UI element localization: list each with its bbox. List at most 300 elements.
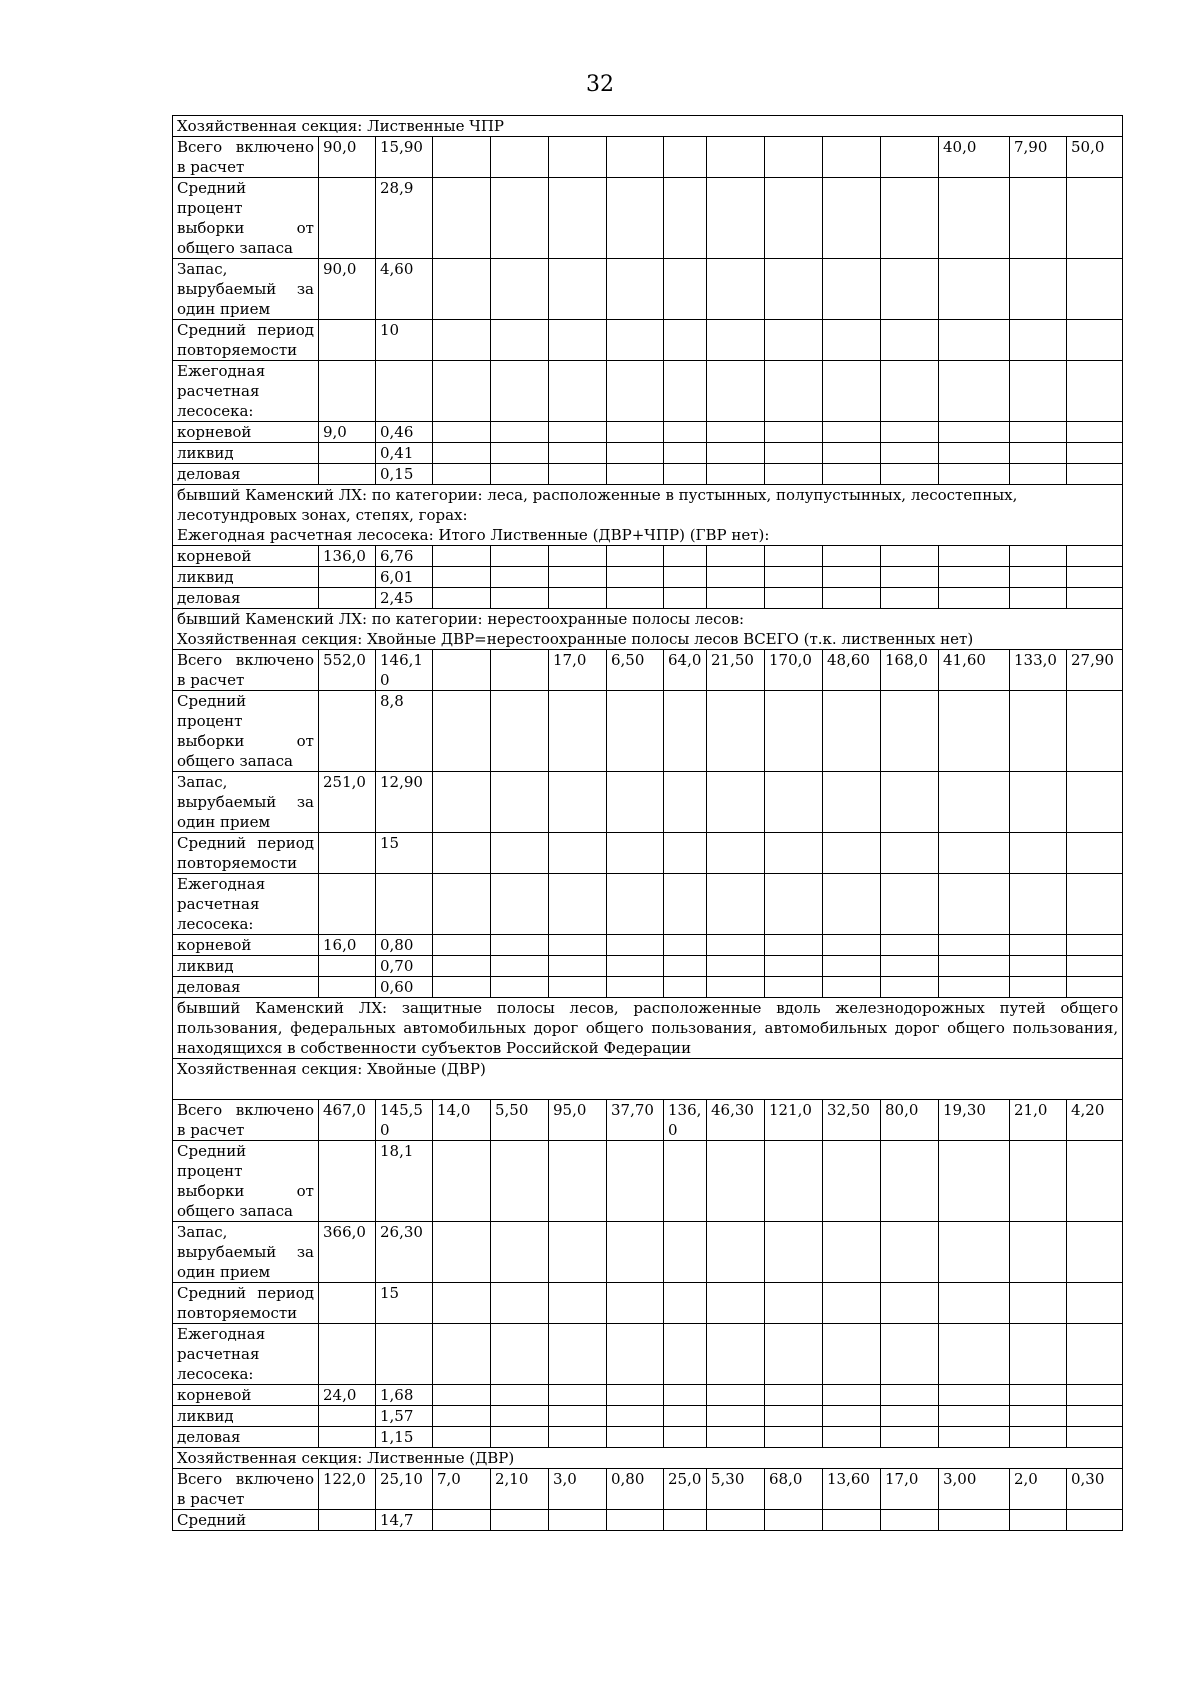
table-cell xyxy=(664,691,707,772)
table-cell xyxy=(491,1283,549,1324)
table-cell xyxy=(939,443,1010,464)
table-cell xyxy=(607,1406,664,1427)
table-cell: 2,45 xyxy=(376,588,433,609)
table-cell xyxy=(1067,259,1123,320)
table-cell xyxy=(765,1427,823,1448)
table-cell xyxy=(491,772,549,833)
table-cell: 2,0 xyxy=(1010,1469,1067,1510)
section-header xyxy=(173,1059,1123,1100)
table-cell xyxy=(664,1427,707,1448)
table-cell xyxy=(607,546,664,567)
table-cell xyxy=(765,935,823,956)
table-cell xyxy=(707,935,765,956)
table-cell xyxy=(707,1406,765,1427)
row-label: Запас, вырубаемый за один прием xyxy=(173,1222,319,1283)
table-cell xyxy=(707,1427,765,1448)
table-cell xyxy=(607,691,664,772)
table-cell xyxy=(549,977,607,998)
table-cell xyxy=(491,259,549,320)
table-row xyxy=(173,361,1123,422)
table-cell xyxy=(1010,1324,1067,1385)
row-label: Средний xyxy=(173,1510,319,1531)
table-cell xyxy=(319,567,376,588)
table-cell xyxy=(881,567,939,588)
table-cell xyxy=(607,1141,664,1222)
table-cell xyxy=(433,137,491,178)
row-label: деловая xyxy=(173,1427,319,1448)
table-cell: 90,0 xyxy=(319,137,376,178)
table-cell xyxy=(765,443,823,464)
table-cell: 6,50 xyxy=(607,650,664,691)
table-cell xyxy=(939,833,1010,874)
table-cell xyxy=(1067,833,1123,874)
table-cell xyxy=(319,1283,376,1324)
table-cell: 467,0 xyxy=(319,1100,376,1141)
table-cell xyxy=(707,464,765,485)
table-cell: 0,70 xyxy=(376,956,433,977)
table-cell: 0,30 xyxy=(1067,1469,1123,1510)
row-label: Средний период повторяемости xyxy=(173,833,319,874)
table-cell xyxy=(491,691,549,772)
table-cell: 8,8 xyxy=(376,691,433,772)
table-cell xyxy=(707,1510,765,1531)
table-cell xyxy=(1067,956,1123,977)
table-row xyxy=(173,178,1123,259)
table-cell xyxy=(765,772,823,833)
table-cell xyxy=(319,1427,376,1448)
table-cell xyxy=(1010,1141,1067,1222)
row-label: деловая xyxy=(173,464,319,485)
table-cell xyxy=(664,1141,707,1222)
table-cell: 12,90 xyxy=(376,772,433,833)
table-cell xyxy=(491,1510,549,1531)
row-label: Запас, вырубаемый за один прием xyxy=(173,259,319,320)
table-cell xyxy=(939,422,1010,443)
table-cell xyxy=(319,1324,376,1385)
table-cell xyxy=(939,977,1010,998)
table-cell: 17,0 xyxy=(881,1469,939,1510)
table-cell: 0,80 xyxy=(376,935,433,956)
table-cell: 170,0 xyxy=(765,650,823,691)
table-cell xyxy=(823,1141,881,1222)
table-cell xyxy=(881,956,939,977)
section-header-row xyxy=(173,116,1123,137)
table-cell xyxy=(939,1427,1010,1448)
table-row xyxy=(173,977,1123,998)
table-cell xyxy=(765,1510,823,1531)
table-cell xyxy=(664,259,707,320)
row-label: Средний процент выборки от общего запаса xyxy=(173,691,319,772)
table-cell xyxy=(491,1141,549,1222)
table-cell xyxy=(939,1385,1010,1406)
table-cell: 6,76 xyxy=(376,546,433,567)
table-cell xyxy=(765,956,823,977)
table-cell xyxy=(881,1406,939,1427)
table-cell: 80,0 xyxy=(881,1100,939,1141)
section-header-row xyxy=(173,609,1123,650)
table-cell: 0,41 xyxy=(376,443,433,464)
section-header-line: Хозяйственная секция: Хвойные (ДВР) xyxy=(177,1060,486,1078)
table-cell xyxy=(823,178,881,259)
table-cell xyxy=(1067,464,1123,485)
table-cell xyxy=(549,178,607,259)
table-cell xyxy=(707,443,765,464)
table-cell: 146,10 xyxy=(376,650,433,691)
table-cell xyxy=(1010,1283,1067,1324)
table-cell xyxy=(823,956,881,977)
table-cell xyxy=(765,1406,823,1427)
table-cell xyxy=(1067,1141,1123,1222)
table-cell xyxy=(664,956,707,977)
table-cell xyxy=(319,178,376,259)
table-cell xyxy=(433,1141,491,1222)
table-cell xyxy=(939,1510,1010,1531)
table-cell xyxy=(376,1324,433,1385)
table-cell xyxy=(939,1222,1010,1283)
table-row xyxy=(173,691,1123,772)
table-cell xyxy=(823,1385,881,1406)
table-cell xyxy=(607,137,664,178)
table-row xyxy=(173,1406,1123,1427)
row-label: корневой xyxy=(173,546,319,567)
row-label: корневой xyxy=(173,1385,319,1406)
table-cell xyxy=(664,567,707,588)
table-cell: 552,0 xyxy=(319,650,376,691)
table-cell xyxy=(939,567,1010,588)
table-cell xyxy=(881,1283,939,1324)
table-cell xyxy=(823,772,881,833)
table-cell xyxy=(707,1385,765,1406)
table-cell xyxy=(1010,935,1067,956)
table-cell xyxy=(939,464,1010,485)
table-cell xyxy=(433,1427,491,1448)
table-cell xyxy=(823,691,881,772)
table-cell xyxy=(707,772,765,833)
table-cell xyxy=(1067,443,1123,464)
table-row xyxy=(173,1324,1123,1385)
table-row xyxy=(173,588,1123,609)
table-cell xyxy=(607,935,664,956)
table-cell: 37,70 xyxy=(607,1100,664,1141)
table-cell xyxy=(823,546,881,567)
table-cell xyxy=(664,361,707,422)
table-row xyxy=(173,833,1123,874)
table-cell xyxy=(319,443,376,464)
table-cell: 251,0 xyxy=(319,772,376,833)
table-cell xyxy=(765,1222,823,1283)
table-cell xyxy=(549,935,607,956)
row-label: корневой xyxy=(173,935,319,956)
table-cell xyxy=(881,833,939,874)
table-cell xyxy=(1067,1427,1123,1448)
table-cell xyxy=(491,1385,549,1406)
table-cell xyxy=(491,137,549,178)
table-cell xyxy=(823,464,881,485)
table-cell: 41,60 xyxy=(939,650,1010,691)
table-row xyxy=(173,874,1123,935)
table-cell xyxy=(1010,874,1067,935)
table-cell: 14,0 xyxy=(433,1100,491,1141)
table-cell xyxy=(939,874,1010,935)
table-cell xyxy=(607,588,664,609)
table-cell xyxy=(549,772,607,833)
table-cell xyxy=(707,137,765,178)
table-cell xyxy=(881,178,939,259)
table-cell: 122,0 xyxy=(319,1469,376,1510)
table-cell xyxy=(823,259,881,320)
section-header-line: Хозяйственная секция: Лиственные (ДВР) xyxy=(177,1449,515,1467)
table-cell xyxy=(707,977,765,998)
table-cell xyxy=(881,772,939,833)
table-cell xyxy=(433,361,491,422)
section-header-line: бывший Каменский ЛХ: по категории: леса, расположенные в пустынных, полупустынных, лесостепных, xyxy=(177,486,1018,504)
table-cell xyxy=(607,977,664,998)
table-cell xyxy=(549,567,607,588)
table-cell: 19,30 xyxy=(939,1100,1010,1141)
table-cell xyxy=(319,1510,376,1531)
table-cell xyxy=(1067,1406,1123,1427)
table-cell xyxy=(765,259,823,320)
table-cell xyxy=(607,1283,664,1324)
table-cell xyxy=(939,691,1010,772)
table-cell xyxy=(491,546,549,567)
table-cell xyxy=(549,588,607,609)
table-cell xyxy=(1067,691,1123,772)
table-cell xyxy=(549,1222,607,1283)
table-cell xyxy=(823,977,881,998)
table-cell xyxy=(1010,833,1067,874)
table-cell xyxy=(1010,259,1067,320)
table-cell xyxy=(549,833,607,874)
table-cell xyxy=(1010,546,1067,567)
table-cell xyxy=(433,567,491,588)
table-cell: 145,50 xyxy=(376,1100,433,1141)
table-cell xyxy=(939,1406,1010,1427)
table-cell xyxy=(433,588,491,609)
table-cell xyxy=(664,464,707,485)
table-cell xyxy=(1067,422,1123,443)
table-row xyxy=(173,1469,1123,1510)
table-cell xyxy=(765,1324,823,1385)
table-cell xyxy=(549,1385,607,1406)
table-cell xyxy=(549,956,607,977)
section-header-line: Хозяйственная секция: Хвойные ДВР=нерестоохранные полосы лесов ВСЕГО (т.к. лиственных нет) xyxy=(177,630,974,648)
table-cell: 32,50 xyxy=(823,1100,881,1141)
table-cell xyxy=(549,1427,607,1448)
table-cell xyxy=(549,874,607,935)
table-cell xyxy=(549,1406,607,1427)
table-cell: 7,0 xyxy=(433,1469,491,1510)
table-cell xyxy=(1067,1385,1123,1406)
table-cell xyxy=(823,137,881,178)
row-label: деловая xyxy=(173,977,319,998)
table-cell xyxy=(1010,443,1067,464)
table-cell xyxy=(376,361,433,422)
table-cell xyxy=(549,1283,607,1324)
row-label: Средний процент выборки от общего запаса xyxy=(173,178,319,259)
row-label: ликвид xyxy=(173,567,319,588)
table-cell xyxy=(491,320,549,361)
table-cell xyxy=(491,443,549,464)
table-cell xyxy=(433,833,491,874)
table-cell xyxy=(1067,567,1123,588)
table-cell: 28,9 xyxy=(376,178,433,259)
table-cell: 6,01 xyxy=(376,567,433,588)
table-cell xyxy=(823,1222,881,1283)
table-cell xyxy=(319,1141,376,1222)
section-header xyxy=(173,116,1123,137)
section-header-row xyxy=(173,1059,1123,1100)
table-cell xyxy=(491,588,549,609)
table-cell xyxy=(1010,320,1067,361)
table-cell xyxy=(881,977,939,998)
table-cell xyxy=(1067,1324,1123,1385)
table-cell xyxy=(607,874,664,935)
row-label: ликвид xyxy=(173,443,319,464)
table-cell: 21,50 xyxy=(707,650,765,691)
table-cell xyxy=(881,1510,939,1531)
table-cell xyxy=(939,320,1010,361)
table-cell xyxy=(1067,977,1123,998)
section-header-line: бывший Каменский ЛХ: защитные полосы лесов, расположенные вдоль железнодорожных путей общего пользования, федеральных автомобильных дорог общего пользования, автомобильных дорог общего пользования, находящихся в собственности субъектов Российской Федерации xyxy=(177,999,1119,1057)
table-cell xyxy=(433,691,491,772)
page-number: 32 xyxy=(586,72,614,97)
table-cell xyxy=(939,956,1010,977)
table-cell xyxy=(823,361,881,422)
section-header-line: Хозяйственная секция: Лиственные ЧПР xyxy=(177,117,505,135)
table-row xyxy=(173,546,1123,567)
table-cell xyxy=(765,977,823,998)
table-body xyxy=(173,116,1123,1531)
row-label: деловая xyxy=(173,588,319,609)
table-cell xyxy=(664,1283,707,1324)
table-cell xyxy=(491,1427,549,1448)
table-cell xyxy=(607,567,664,588)
table-cell xyxy=(939,1283,1010,1324)
table-cell xyxy=(823,320,881,361)
table-cell xyxy=(664,422,707,443)
table-cell: 64,0 xyxy=(664,650,707,691)
table-cell xyxy=(881,1427,939,1448)
table-cell xyxy=(881,1324,939,1385)
table-row xyxy=(173,259,1123,320)
table-cell xyxy=(607,464,664,485)
table-cell xyxy=(433,1510,491,1531)
table-row xyxy=(173,464,1123,485)
table-row xyxy=(173,1427,1123,1448)
table-cell: 136,0 xyxy=(664,1100,707,1141)
table-row xyxy=(173,1222,1123,1283)
table-cell xyxy=(319,361,376,422)
table-cell xyxy=(939,772,1010,833)
table-cell: 5,50 xyxy=(491,1100,549,1141)
table-cell xyxy=(319,691,376,772)
row-label: Ежегодная расчетная лесосека: xyxy=(173,361,319,422)
table-cell: 4,20 xyxy=(1067,1100,1123,1141)
table-cell xyxy=(1010,1222,1067,1283)
table-cell xyxy=(433,546,491,567)
table-cell xyxy=(765,833,823,874)
table-cell xyxy=(1010,977,1067,998)
table-cell xyxy=(881,320,939,361)
table-cell xyxy=(881,259,939,320)
table-cell xyxy=(823,422,881,443)
table-cell: 15 xyxy=(376,1283,433,1324)
table-cell xyxy=(823,1510,881,1531)
table-cell xyxy=(823,1324,881,1385)
table-cell: 0,60 xyxy=(376,977,433,998)
table-cell xyxy=(765,588,823,609)
table-cell xyxy=(664,1324,707,1385)
table-cell xyxy=(664,588,707,609)
table-cell xyxy=(433,977,491,998)
table-cell: 9,0 xyxy=(319,422,376,443)
table-cell xyxy=(765,422,823,443)
table-cell xyxy=(549,137,607,178)
section-header xyxy=(173,1448,1123,1469)
table-cell xyxy=(607,772,664,833)
table-cell xyxy=(765,178,823,259)
table-cell xyxy=(707,546,765,567)
table-cell xyxy=(319,464,376,485)
table-cell xyxy=(823,1283,881,1324)
table-cell xyxy=(1010,588,1067,609)
table-cell xyxy=(939,178,1010,259)
row-label: Средний период повторяемости xyxy=(173,320,319,361)
table-cell xyxy=(549,422,607,443)
table-cell xyxy=(433,1324,491,1385)
table-cell xyxy=(765,1141,823,1222)
table-cell xyxy=(707,259,765,320)
table-cell xyxy=(881,443,939,464)
table-cell xyxy=(319,588,376,609)
table-cell xyxy=(433,956,491,977)
table-cell xyxy=(823,874,881,935)
table-cell xyxy=(491,361,549,422)
table-cell xyxy=(433,772,491,833)
table-row xyxy=(173,1283,1123,1324)
table-cell xyxy=(549,1141,607,1222)
section-header-line: Ежегодная расчетная лесосека: Итого Лиственные (ДВР+ЧПР) (ГВР нет): xyxy=(177,526,770,544)
table-cell xyxy=(823,567,881,588)
table-cell xyxy=(881,1141,939,1222)
table-cell xyxy=(881,935,939,956)
table-cell xyxy=(664,1385,707,1406)
table-cell xyxy=(376,874,433,935)
table-cell xyxy=(707,956,765,977)
table-cell xyxy=(939,1324,1010,1385)
table-row xyxy=(173,935,1123,956)
table-cell xyxy=(823,833,881,874)
table-cell: 15,90 xyxy=(376,137,433,178)
table-cell xyxy=(1010,422,1067,443)
table-cell xyxy=(607,1510,664,1531)
table-cell: 24,0 xyxy=(319,1385,376,1406)
table-cell xyxy=(707,1324,765,1385)
table-cell xyxy=(939,361,1010,422)
table-cell: 5,30 xyxy=(707,1469,765,1510)
table-cell xyxy=(491,956,549,977)
table-cell xyxy=(765,874,823,935)
table-cell xyxy=(664,772,707,833)
table-cell xyxy=(549,443,607,464)
table-row xyxy=(173,1100,1123,1141)
table-cell xyxy=(607,443,664,464)
table-cell xyxy=(939,546,1010,567)
table-cell xyxy=(607,361,664,422)
table-cell xyxy=(433,320,491,361)
table-cell xyxy=(881,1385,939,1406)
